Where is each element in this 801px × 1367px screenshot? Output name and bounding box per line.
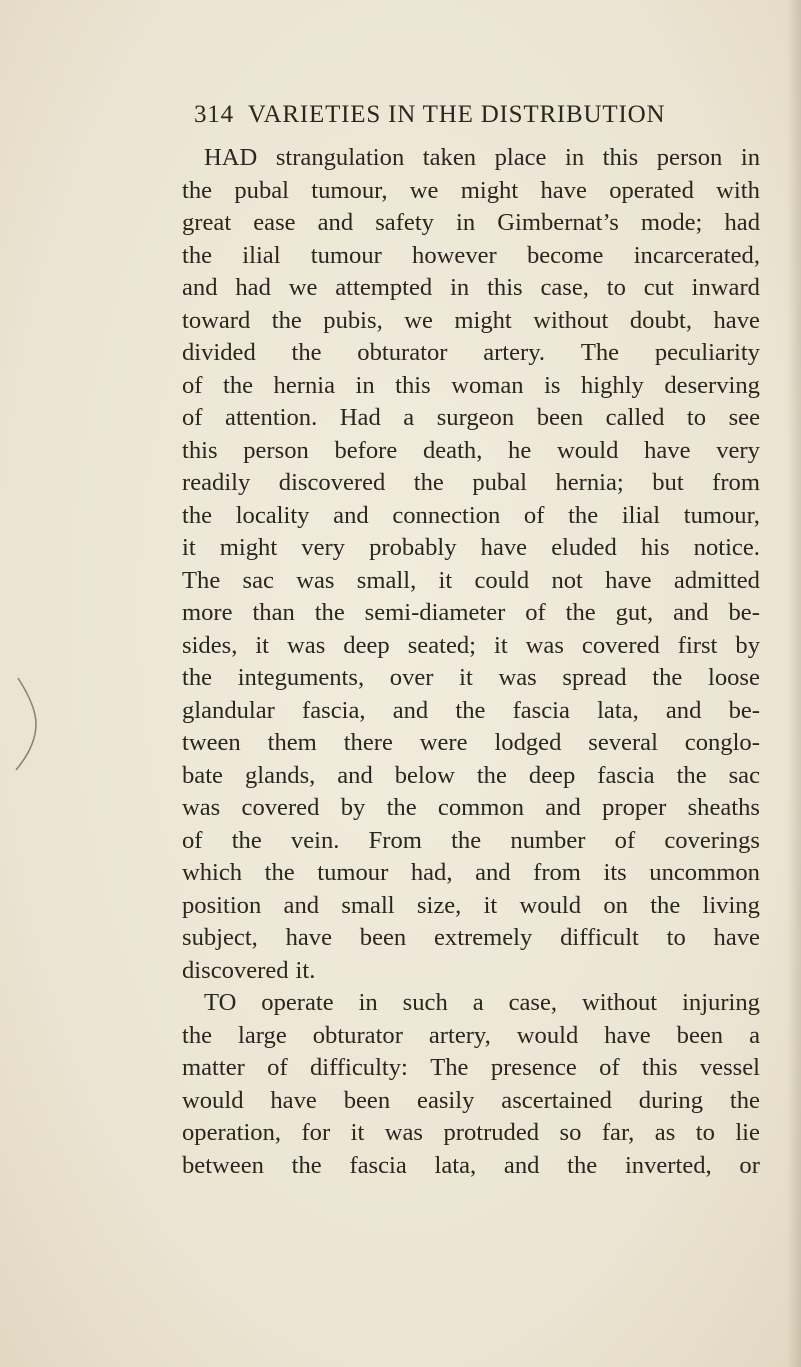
- word: attention.: [225, 404, 318, 431]
- word: such: [402, 989, 448, 1016]
- word: covered: [241, 794, 320, 821]
- word: in: [450, 274, 470, 301]
- word: operate: [261, 989, 334, 1016]
- word: fascia,: [302, 696, 366, 724]
- word: of: [182, 826, 203, 854]
- word: obturator: [357, 339, 448, 366]
- word: before: [334, 436, 398, 464]
- word: artery.: [483, 339, 546, 366]
- word: discovered: [278, 469, 386, 496]
- word: woman: [451, 371, 524, 399]
- word: difficult: [560, 924, 639, 951]
- word: with: [716, 176, 760, 204]
- word: it: [182, 534, 196, 561]
- word: great: [182, 209, 232, 236]
- word: have: [644, 436, 691, 464]
- word: this: [395, 371, 431, 399]
- word: in: [456, 209, 476, 236]
- word: person: [243, 436, 309, 464]
- word: be-: [728, 696, 760, 724]
- word: the: [567, 1151, 598, 1179]
- word: in: [565, 144, 585, 171]
- word: inverted,: [624, 1151, 712, 1179]
- word: TO: [204, 989, 237, 1016]
- text-line: [182, 532, 760, 565]
- text-line: [182, 565, 760, 598]
- word: number: [510, 826, 586, 854]
- word: attempted: [335, 274, 433, 301]
- word: see: [728, 404, 760, 431]
- word: the: [291, 1151, 322, 1179]
- word: lata,: [434, 1151, 477, 1179]
- word: ilial: [242, 241, 281, 269]
- text-line: [182, 272, 760, 305]
- text-line: [182, 597, 760, 630]
- word: to: [666, 924, 686, 951]
- word: this: [182, 436, 218, 464]
- word: difficulty:: [309, 1054, 408, 1081]
- word: the: [291, 339, 322, 366]
- word: have: [270, 1086, 317, 1114]
- word: have: [604, 1021, 651, 1049]
- word: The: [580, 339, 620, 366]
- word: was: [182, 794, 221, 821]
- word: the: [455, 696, 486, 724]
- text-line: [182, 727, 760, 760]
- word: this: [487, 274, 523, 301]
- word: of: [182, 371, 203, 399]
- word: the: [271, 306, 302, 334]
- word: tumour,: [683, 501, 760, 529]
- word: the: [652, 664, 683, 691]
- text-line: [182, 240, 760, 273]
- word: from: [712, 469, 760, 496]
- word: incarcerated,: [633, 241, 760, 269]
- text-line: [182, 695, 760, 728]
- word: might: [454, 306, 512, 334]
- word: sac: [728, 761, 760, 789]
- word: lata,: [597, 696, 639, 724]
- word: the: [413, 469, 444, 496]
- word: conglo-: [684, 729, 760, 756]
- word: could: [474, 566, 530, 594]
- word: without: [533, 306, 609, 334]
- word: it: [255, 631, 270, 659]
- word: Gimbernat’s: [497, 209, 619, 236]
- word: the: [729, 1086, 760, 1114]
- margin-bracket-mark: [14, 676, 44, 772]
- word: not: [551, 566, 583, 594]
- word: of: [599, 1054, 620, 1081]
- word: have: [605, 566, 652, 594]
- word: presence: [490, 1054, 577, 1081]
- word: was: [525, 631, 564, 659]
- word: on: [603, 891, 628, 919]
- text-line: [182, 955, 760, 988]
- word: fascia: [597, 761, 655, 789]
- word: semi-diameter: [364, 599, 506, 626]
- word: the: [314, 599, 345, 626]
- word: glands,: [244, 761, 316, 789]
- word: was: [384, 1119, 423, 1146]
- text-line: [182, 1020, 760, 1053]
- word: we: [409, 176, 439, 204]
- word: have: [540, 176, 587, 204]
- word: it: [350, 1119, 365, 1146]
- word: and: [503, 1151, 540, 1179]
- word: but: [652, 469, 684, 496]
- word: than: [252, 599, 295, 626]
- text-line: [182, 1052, 760, 1085]
- word: ascertained: [501, 1086, 612, 1114]
- word: was: [296, 566, 335, 594]
- word: were: [419, 729, 468, 756]
- text-line: [182, 630, 760, 663]
- word: safety: [375, 209, 434, 236]
- text-line: [182, 1085, 760, 1118]
- word: probably: [369, 534, 457, 561]
- word: as: [654, 1119, 676, 1146]
- text-line: [182, 1117, 760, 1150]
- word: hernia: [273, 371, 335, 399]
- word: death,: [422, 436, 483, 464]
- word: the: [264, 859, 295, 886]
- word: size,: [416, 891, 462, 919]
- word: fascia: [512, 696, 570, 724]
- word: was: [498, 664, 537, 691]
- word: very: [301, 534, 345, 561]
- word: loose: [707, 664, 760, 691]
- word: small,: [356, 566, 417, 594]
- word: large: [238, 1021, 287, 1049]
- running-title: VARIETIES IN THE DISTRIBUTION: [247, 101, 666, 128]
- word: tumour,: [311, 176, 388, 204]
- word: obturator: [312, 1021, 403, 1049]
- word: of: [614, 826, 636, 854]
- word: had: [235, 274, 271, 301]
- word: them: [267, 729, 317, 756]
- word: extremely: [433, 924, 533, 951]
- word: and: [333, 501, 369, 529]
- word: place: [494, 144, 547, 171]
- word: the: [568, 501, 599, 529]
- word: The: [182, 566, 221, 594]
- word: to: [695, 1119, 715, 1146]
- word: more: [182, 599, 233, 626]
- text-line: [182, 435, 760, 468]
- word: hernia;: [555, 469, 624, 496]
- word: doubt,: [629, 306, 693, 334]
- word: been: [676, 1021, 724, 1049]
- word: The: [430, 1054, 469, 1081]
- word: a: [749, 1021, 760, 1049]
- word: however: [412, 241, 497, 269]
- word: might: [219, 534, 278, 561]
- word: eluded: [551, 534, 617, 561]
- word: common: [437, 794, 524, 821]
- text-line: [182, 922, 760, 955]
- word: and: [665, 696, 702, 724]
- text-line: [182, 142, 760, 175]
- word: so: [559, 1119, 582, 1146]
- word: glandular: [182, 696, 275, 724]
- word: had: [724, 209, 760, 236]
- word: a: [472, 989, 484, 1016]
- word: vessel: [699, 1054, 760, 1081]
- word: it: [438, 566, 453, 594]
- word: the: [676, 761, 707, 789]
- word: ease: [253, 209, 296, 236]
- word: peculiarity: [654, 339, 760, 366]
- word: in: [355, 371, 375, 399]
- word: of: [525, 599, 546, 626]
- word: tumour: [317, 859, 389, 886]
- word: taken: [422, 144, 477, 171]
- word: the: [650, 891, 681, 919]
- word: been: [359, 924, 407, 951]
- word: covered: [581, 631, 660, 659]
- word: over: [389, 664, 434, 691]
- word: operation,: [182, 1119, 282, 1146]
- body-text: [182, 142, 760, 1182]
- word: deep: [343, 631, 390, 659]
- word: discovered: [182, 956, 289, 984]
- text-line: [182, 857, 760, 890]
- word: it.: [295, 956, 316, 984]
- word: have: [713, 924, 760, 951]
- word: position: [182, 891, 262, 919]
- word: the: [565, 599, 596, 626]
- word: inward: [691, 274, 760, 301]
- word: this: [602, 144, 639, 171]
- word: the: [182, 241, 213, 269]
- word: divided: [182, 339, 256, 366]
- word: admitted: [673, 566, 760, 594]
- word: tween: [182, 729, 241, 756]
- word: surgeon: [436, 404, 515, 431]
- word: by: [735, 631, 760, 659]
- word: and: [337, 761, 373, 789]
- word: coverings: [664, 826, 760, 854]
- word: the: [476, 761, 507, 789]
- word: small: [341, 891, 395, 919]
- word: would: [182, 1086, 244, 1114]
- word: readily: [182, 469, 251, 496]
- text-line: [182, 175, 760, 208]
- word: from: [533, 859, 581, 886]
- word: and: [182, 274, 218, 301]
- word: without: [581, 989, 658, 1016]
- word: sides,: [182, 631, 238, 659]
- word: and: [475, 859, 511, 886]
- word: be-: [728, 599, 760, 626]
- word: would: [516, 1021, 579, 1049]
- word: below: [394, 761, 455, 789]
- text-line: [182, 987, 760, 1020]
- word: deserving: [664, 371, 760, 399]
- word: in: [740, 144, 760, 171]
- word: have: [285, 924, 333, 951]
- word: have: [480, 534, 528, 561]
- word: integuments,: [237, 664, 365, 691]
- text-line: [182, 825, 760, 858]
- text-line: [182, 1150, 760, 1183]
- word: lie: [735, 1119, 760, 1146]
- word: several: [588, 729, 658, 756]
- word: and: [283, 891, 320, 919]
- word: gut,: [615, 599, 654, 626]
- word: of: [182, 404, 203, 431]
- word: it: [459, 664, 473, 691]
- word: was: [287, 631, 326, 659]
- word: locality: [235, 501, 310, 529]
- word: is: [544, 371, 561, 399]
- word: called: [605, 404, 665, 431]
- word: bate: [182, 761, 223, 789]
- word: artery,: [428, 1021, 491, 1049]
- word: pubis,: [323, 306, 383, 334]
- text-line: [182, 370, 760, 403]
- word: matter: [182, 1054, 245, 1081]
- word: have: [713, 306, 760, 334]
- word: and: [392, 696, 429, 724]
- word: the: [182, 1021, 213, 1049]
- word: tumour: [310, 241, 382, 269]
- word: protruded: [443, 1119, 540, 1146]
- word: living: [702, 891, 760, 919]
- word: person: [656, 144, 723, 171]
- text-line: [182, 890, 760, 923]
- word: the: [451, 826, 482, 854]
- word: and: [673, 599, 709, 626]
- word: might: [460, 176, 519, 204]
- word: mode;: [640, 209, 703, 236]
- word: far,: [601, 1119, 635, 1146]
- word: easily: [417, 1086, 475, 1114]
- text-line: [182, 467, 760, 500]
- word: and: [545, 794, 581, 821]
- word: the: [182, 501, 213, 529]
- word: his: [640, 534, 670, 561]
- word: he: [508, 436, 532, 464]
- word: it: [483, 891, 498, 919]
- word: injuring: [682, 989, 760, 1016]
- word: lodged: [494, 729, 562, 756]
- word: the: [182, 664, 213, 691]
- word: we: [288, 274, 318, 301]
- word: sheaths: [687, 794, 760, 821]
- word: or: [739, 1151, 760, 1179]
- word: deep: [528, 761, 576, 789]
- word: Had: [339, 404, 381, 431]
- running-header: [194, 101, 754, 129]
- word: become: [526, 241, 604, 269]
- text-line: [182, 402, 760, 435]
- word: to: [686, 404, 707, 431]
- word: HAD: [204, 144, 258, 171]
- word: for: [301, 1119, 331, 1146]
- word: case,: [540, 274, 589, 301]
- word: subject,: [182, 924, 258, 951]
- word: the: [182, 176, 213, 204]
- word: to: [606, 274, 626, 301]
- word: connection: [392, 501, 501, 529]
- word: pubal: [472, 469, 527, 496]
- word: proper: [602, 794, 667, 821]
- text-line: [182, 792, 760, 825]
- word: spread: [562, 664, 627, 691]
- word: in: [358, 989, 378, 1016]
- word: its: [603, 859, 627, 886]
- word: case,: [508, 989, 558, 1016]
- word: cut: [643, 274, 674, 301]
- text-line: [182, 500, 760, 533]
- word: a: [403, 404, 415, 431]
- word: fascia: [349, 1151, 407, 1179]
- word: ilial: [621, 501, 661, 529]
- word: would: [519, 891, 582, 919]
- word: seated;: [407, 631, 476, 659]
- word: between: [182, 1151, 264, 1179]
- word: which: [182, 859, 243, 886]
- word: toward: [182, 306, 251, 334]
- word: first: [677, 631, 718, 659]
- text-line: [182, 662, 760, 695]
- word: there: [343, 729, 393, 756]
- word: this: [642, 1054, 678, 1081]
- word: notice.: [693, 534, 760, 561]
- word: of: [267, 1054, 288, 1081]
- text-line: [182, 337, 760, 370]
- word: had,: [410, 859, 453, 886]
- word: the: [386, 794, 417, 821]
- word: the: [223, 371, 254, 399]
- word: operated: [609, 176, 694, 204]
- word: vein.: [290, 826, 340, 854]
- word: been: [343, 1086, 391, 1114]
- word: and: [317, 209, 354, 236]
- text-line: [182, 305, 760, 338]
- word: uncommon: [649, 859, 760, 886]
- word: the: [231, 826, 262, 854]
- word: pubal: [234, 176, 289, 204]
- word: we: [404, 306, 433, 334]
- page-number: 314: [194, 101, 234, 128]
- word: strangulation: [275, 144, 405, 171]
- word: highly: [581, 371, 644, 399]
- word: it: [494, 631, 508, 659]
- text-line: [182, 207, 760, 240]
- word: been: [536, 404, 584, 431]
- word: From: [368, 826, 422, 854]
- word: sac: [242, 566, 274, 594]
- word: very: [716, 436, 760, 464]
- text-line: [182, 760, 760, 793]
- word: by: [340, 794, 366, 821]
- word: would: [556, 436, 619, 464]
- page-edge-shadow: [787, 0, 801, 1367]
- word: of: [523, 501, 545, 529]
- word: during: [638, 1086, 704, 1114]
